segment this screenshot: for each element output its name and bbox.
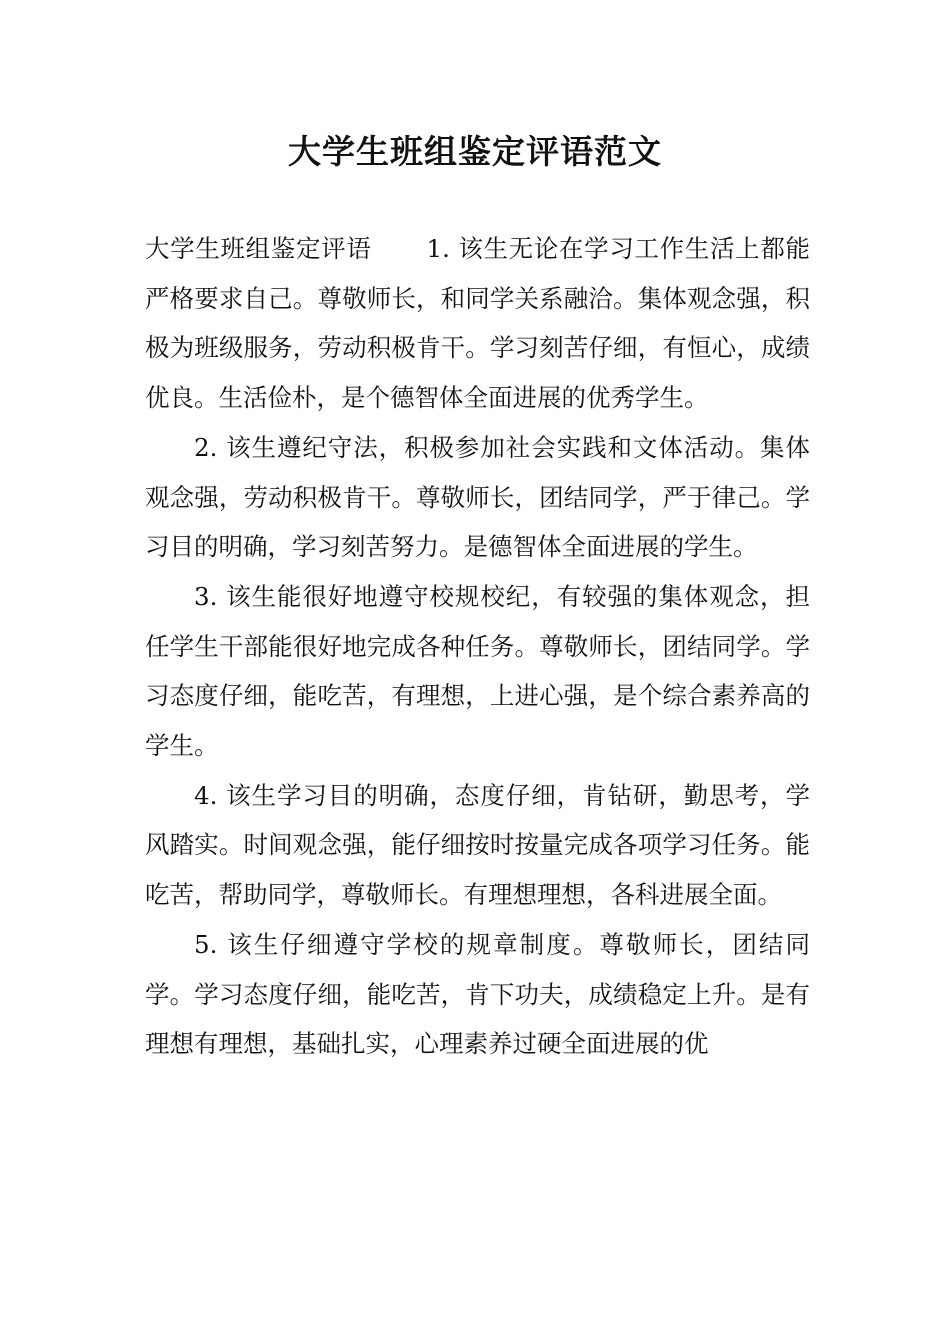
paragraph-1 xyxy=(145,224,810,423)
document-title: 大学生班组鉴定评语范文 xyxy=(288,132,662,171)
lead-label: 大学生班组鉴定评语 xyxy=(145,234,372,263)
document-body xyxy=(145,224,810,1069)
paragraph-5: 5. 该生仔细遵守学校的规章制度。尊敬师长，团结同学。学习态度仔细，能吃苦，肯下功夫，成绩稳定上升。是有理想有理想，基础扎实，心理素养过硬全面进展的优 xyxy=(145,929,810,1059)
paragraph-1-text: 1. 该生无论在学习工作生活上都能严格要求自己。尊敬师长，和同学关系融洽。集体观念强，积极为班级服务，劳动积极肯干。学习刻苦仔细，有恒心，成绩优良。生活俭朴，是个德智体全面进展的优秀学生。 xyxy=(145,234,810,413)
paragraph-4: 4. 该生学习目的明确，态度仔细，肯钻研，勤思考，学风踏实。时间观念强，能仔细按时按量完成各项学习任务。能吃苦，帮助同学，尊敬师长。有理想理想，各科进展全面。 xyxy=(145,780,810,910)
paragraph-2: 2. 该生遵纪守法，积极参加社会实践和文体活动。集体观念强，劳动积极肯干。尊敬师长，团结同学，严于律己。学习目的明确，学习刻苦努力。是德智体全面进展的学生。 xyxy=(145,432,810,562)
paragraph-3: 3. 该生能很好地遵守校规校纪，有较强的集体观念，担任学生干部能很好地完成各种任务。尊敬师长，团结同学。学习态度仔细，能吃苦，有理想，上进心强，是个综合素养高的学生。 xyxy=(145,581,810,761)
